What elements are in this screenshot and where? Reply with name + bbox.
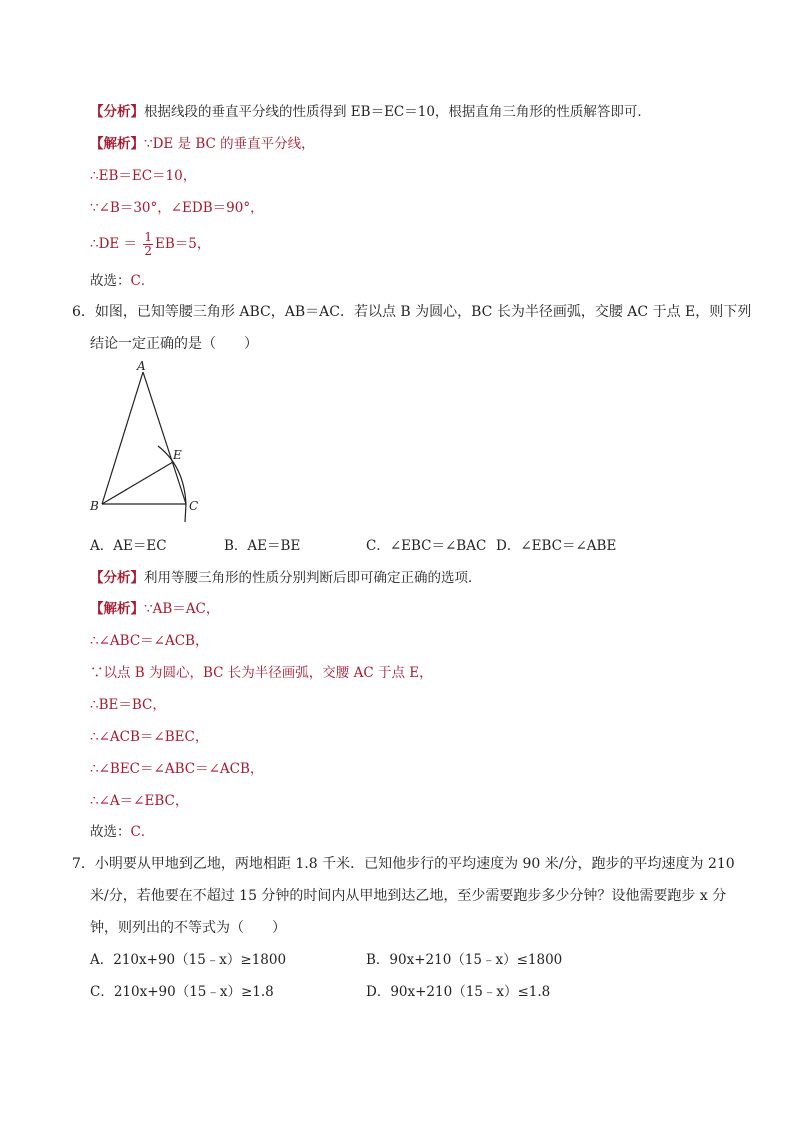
q7-stem-line-3: 钟，则列出的不等式为（ ） bbox=[90, 920, 286, 936]
q5-solution-line-3: ∵∠B＝30°，∠EDB＝90°， bbox=[90, 200, 264, 216]
q6-solution-line-1 bbox=[90, 599, 219, 619]
side-ac bbox=[143, 372, 186, 504]
q6-solution-line-6: ∴∠BEC＝∠ABC＝∠ACB， bbox=[90, 761, 264, 777]
q6-stem-line-2: 结论一定正确的是（ ） bbox=[90, 336, 258, 352]
side-ab bbox=[102, 372, 143, 504]
q6-solution-line-3: ∵以点 B 为圆心，BC 长为半径画弧，交腰 AC 于点 E， bbox=[90, 665, 433, 681]
q5-solution-line-1 bbox=[90, 134, 315, 154]
arc-centered-b bbox=[158, 446, 186, 522]
analysis-text: 根据线段的垂直平分线的性质得到 EB＝EC＝10，根据直角三角形的性质解答即可． bbox=[144, 104, 651, 120]
answer-label: 故选： bbox=[90, 824, 131, 840]
q5-solution-line-2: ∴EB＝EC＝10， bbox=[90, 168, 197, 184]
q6-triangle-figure bbox=[86, 358, 216, 528]
q7-option-a[interactable]: A．210x+90（15﹣x）≥1800 bbox=[90, 952, 287, 968]
q6-option-d[interactable]: D．∠EBC＝∠ABE bbox=[496, 538, 617, 554]
q5-solution-fraction-line bbox=[90, 228, 210, 260]
q7-stem-line-1: 7．小明要从甲地到乙地，两地相距 1.8 千米．已知他步行的平均速度为 90 米/分，跑步的平均速度为 210 bbox=[72, 856, 735, 872]
solution-tag: 【解析】 bbox=[90, 136, 144, 152]
label-a: A bbox=[137, 359, 146, 373]
q7-stem-line-2: 米/分，若他要在不超过 15 分钟的时间内从甲地到达乙地，至少需要跑步多少分钟？设他需要跑步 x 分 bbox=[90, 888, 727, 904]
q6-analysis bbox=[90, 568, 482, 588]
q5-answer bbox=[90, 271, 154, 291]
analysis-tag: 【分析】 bbox=[90, 570, 144, 586]
label-e: E bbox=[173, 448, 182, 462]
q6-solution-line-4: ∴BE＝BC， bbox=[90, 697, 166, 713]
q5-analysis bbox=[90, 102, 651, 122]
q6-solution-line-7: ∴∠A＝∠EBC， bbox=[90, 793, 189, 809]
q6-option-a[interactable]: A．AE＝EC bbox=[90, 538, 167, 554]
q6-option-b[interactable]: B．AE＝BE bbox=[224, 538, 301, 554]
q6-stem-line-1: 6．如图，已知等腰三角形 ABC，AB＝AC．若以点 B 为圆心，BC 长为半径画弧，交腰 AC 于点 E，则下列 bbox=[72, 304, 752, 320]
fraction-denominator: 2 bbox=[144, 244, 152, 258]
solution-text: ∵DE 是 BC 的垂直平分线， bbox=[144, 136, 315, 152]
answer-value: C． bbox=[130, 824, 155, 840]
q6-solution-line-5: ∴∠ACB＝∠BEC， bbox=[90, 729, 209, 745]
q7-option-d[interactable]: D．90x+210（15﹣x）≤1.8 bbox=[366, 984, 551, 1000]
answer-label: 故选： bbox=[90, 273, 131, 289]
fraction-numerator: 1 bbox=[144, 230, 152, 244]
q6-option-c[interactable]: C．∠EBC＝∠BAC bbox=[366, 538, 487, 554]
q6-solution-line-2: ∴∠ABC＝∠ACB， bbox=[90, 633, 209, 649]
fraction-one-half bbox=[143, 231, 153, 258]
q7-option-c[interactable]: C．210x+90（15﹣x）≥1.8 bbox=[90, 984, 274, 1000]
label-c: C bbox=[189, 499, 199, 513]
analysis-tag: 【分析】 bbox=[90, 104, 144, 120]
label-b: B bbox=[90, 499, 99, 513]
fraction-prefix: ∴DE ＝ bbox=[90, 236, 138, 252]
fraction-suffix: EB＝5， bbox=[155, 236, 211, 252]
answer-value: C． bbox=[130, 273, 155, 289]
analysis-text: 利用等腰三角形的性质分别判断后即可确定正确的选项． bbox=[144, 570, 482, 586]
solution-text: ∵AB＝AC， bbox=[144, 601, 220, 617]
q7-option-b[interactable]: B．90x+210（15﹣x）≤1800 bbox=[366, 952, 563, 968]
solution-tag: 【解析】 bbox=[90, 601, 144, 617]
q6-answer bbox=[90, 822, 154, 842]
